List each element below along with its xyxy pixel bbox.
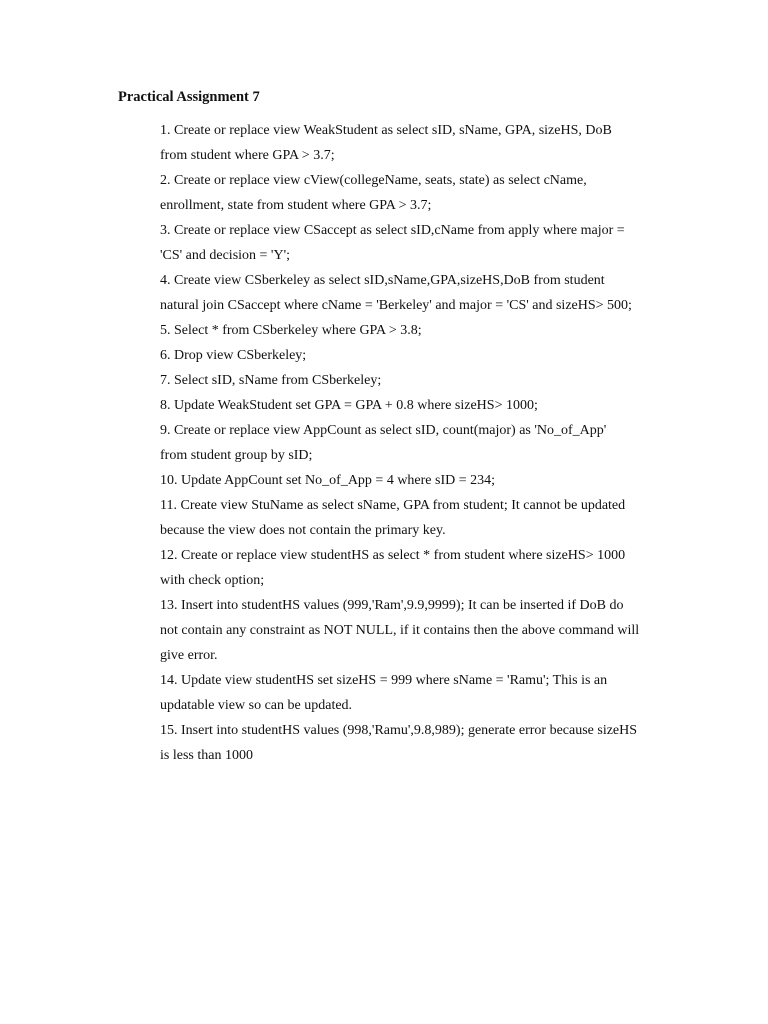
list-item-line: 6. Drop view CSberkeley;	[160, 348, 307, 363]
list-item	[160, 393, 660, 418]
list-item	[160, 493, 660, 543]
list-item-line: 15. Insert into studentHS values (998,'Ramu',9.8,989); generate error because sizeHS	[160, 723, 638, 738]
list-item-line: is less than 1000	[160, 748, 253, 763]
list-item-line: with check option;	[160, 573, 265, 588]
list-item-line: 9. Create or replace view AppCount as select sID, count(major) as 'No_of_App'	[160, 423, 607, 438]
list-item	[160, 593, 660, 668]
list-item	[160, 343, 660, 368]
list-item-line: 5. Select * from CSberkeley where GPA > 3.8;	[160, 323, 422, 338]
list-item	[160, 368, 660, 393]
list-item-line: 13. Insert into studentHS values (999,'Ram',9.9,9999); It can be inserted if DoB do	[160, 598, 624, 613]
list-item-line: 14. Update view studentHS set sizeHS = 999 where sName = 'Ramu'; This is an	[160, 673, 608, 688]
list-item	[160, 268, 660, 318]
list-item-line: 11. Create view StuName as select sName, GPA from student; It cannot be updated	[160, 498, 626, 513]
list-item-line: because the view does not contain the primary key.	[160, 523, 446, 538]
list-item-line: 2. Create or replace view cView(collegeName, seats, state) as select cName,	[160, 173, 587, 188]
list-item	[160, 168, 660, 218]
list-item-line: 3. Create or replace view CSaccept as select sID,cName from apply where major =	[160, 223, 625, 238]
list-item-line: enrollment, state from student where GPA > 3.7;	[160, 198, 432, 213]
list-item-line: 'CS' and decision = 'Y';	[160, 248, 290, 263]
list-item-line: from student group by sID;	[160, 448, 313, 463]
list-item-line: give error.	[160, 648, 218, 663]
list-item	[160, 718, 660, 768]
list-item-line: 4. Create view CSberkeley as select sID,sName,GPA,sizeHS,DoB from student	[160, 273, 605, 288]
list-item	[160, 418, 660, 468]
list-item-line: 12. Create or replace view studentHS as select * from student where sizeHS> 1000	[160, 548, 626, 563]
list-item	[160, 118, 660, 168]
list-item-line: natural join CSaccept where cName = 'Berkeley' and major = 'CS' and sizeHS> 500;	[160, 298, 632, 313]
list-item	[160, 543, 660, 593]
list-item-line: 1. Create or replace view WeakStudent as select sID, sName, GPA, sizeHS, DoB	[160, 123, 612, 138]
list-item-line: 8. Update WeakStudent set GPA = GPA + 0.8 where sizeHS> 1000;	[160, 398, 538, 413]
list-item-line: from student where GPA > 3.7;	[160, 148, 335, 163]
list-item-line: 7. Select sID, sName from CSberkeley;	[160, 373, 382, 388]
list-item	[160, 218, 660, 268]
list-item-line: not contain any constraint as NOT NULL, if it contains then the above command will	[160, 623, 640, 638]
page-title: Practical Assignment 7	[118, 89, 260, 105]
list-item	[160, 318, 660, 343]
assignment-list	[160, 118, 660, 768]
list-item	[160, 468, 660, 493]
list-item	[160, 668, 660, 718]
list-item-line: 10. Update AppCount set No_of_App = 4 where sID = 234;	[160, 473, 496, 488]
list-item-line: updatable view so can be updated.	[160, 698, 353, 713]
